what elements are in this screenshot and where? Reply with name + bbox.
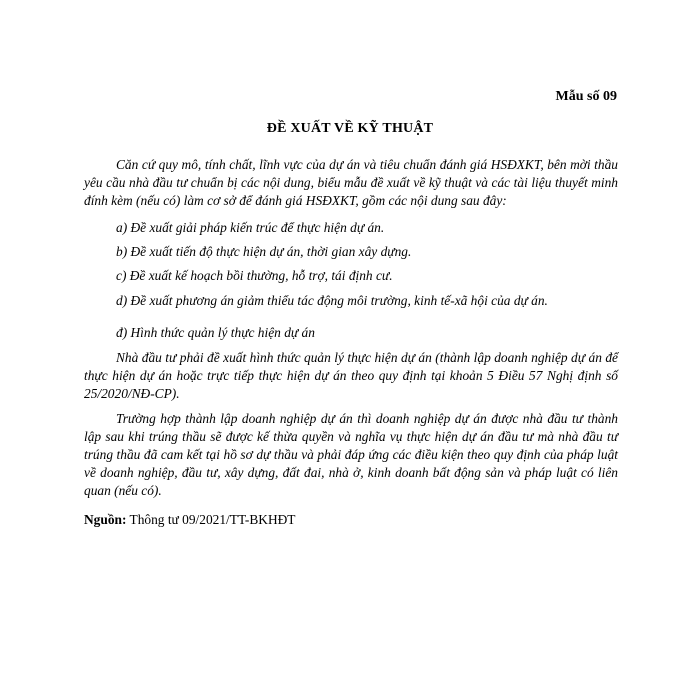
source-value: Thông tư 09/2021/TT-BKHĐT [129, 512, 296, 527]
form-number: Mẫu số 09 [555, 89, 617, 104]
source-label: Nguồn: [84, 512, 127, 527]
list-item-d: d) Đề xuất phương án giảm thiểu tác động môi trường, kinh tế-xã hội của dự án. [116, 293, 548, 308]
list-item-c: c) Đề xuất kế hoạch bồi thường, hỗ trợ, tái định cư. [116, 268, 393, 283]
project-enterprise-paragraph: Trường hợp thành lập doanh nghiệp dự án thì doanh nghiệp dự án được nhà đầu tư thành lập sau khi trúng thầu sẽ được kế thừa quyền và nghĩa vụ thực hiện dự án đầu tư mà nhà đầu tư trúng thầu đã cam kết tại hồ sơ dự thầu và phải đáp ứng các điều kiện theo quy định của pháp luật về doanh nghiệp, đầu tư, xây dựng, đất đai, nhà ở, kinh doanh bất động sản và pháp luật có liên quan (nếu có). [84, 411, 618, 498]
list-item-dd: đ) Hình thức quản lý thực hiện dự án [116, 325, 315, 340]
intro-paragraph: Căn cứ quy mô, tính chất, lĩnh vực của dự án và tiêu chuẩn đánh giá HSĐXKT, bên mời thầu yêu cầu nhà đầu tư chuẩn bị các nội dung, biểu mẫu đề xuất về kỹ thuật và các tài liệu thuyết minh đính kèm (nếu có) làm cơ sở để đánh giá HSĐXKT, gồm các nội dung sau đây: [84, 157, 618, 208]
list-item-a: a) Đề xuất giải pháp kiến trúc để thực hiện dự án. [116, 220, 385, 235]
source-line [84, 512, 296, 528]
management-paragraph: Nhà đầu tư phải đề xuất hình thức quản lý thực hiện dự án (thành lập doanh nghiệp dự án để thực hiện dự án hoặc trực tiếp thực hiện dự án theo quy định tại khoản 5 Điều 57 Nghị định số 25/2020/NĐ-CP). [84, 350, 618, 401]
document-title: ĐỀ XUẤT VỀ KỸ THUẬT [266, 121, 434, 136]
list-item-b: b) Đề xuất tiến độ thực hiện dự án, thời gian xây dựng. [116, 244, 412, 259]
